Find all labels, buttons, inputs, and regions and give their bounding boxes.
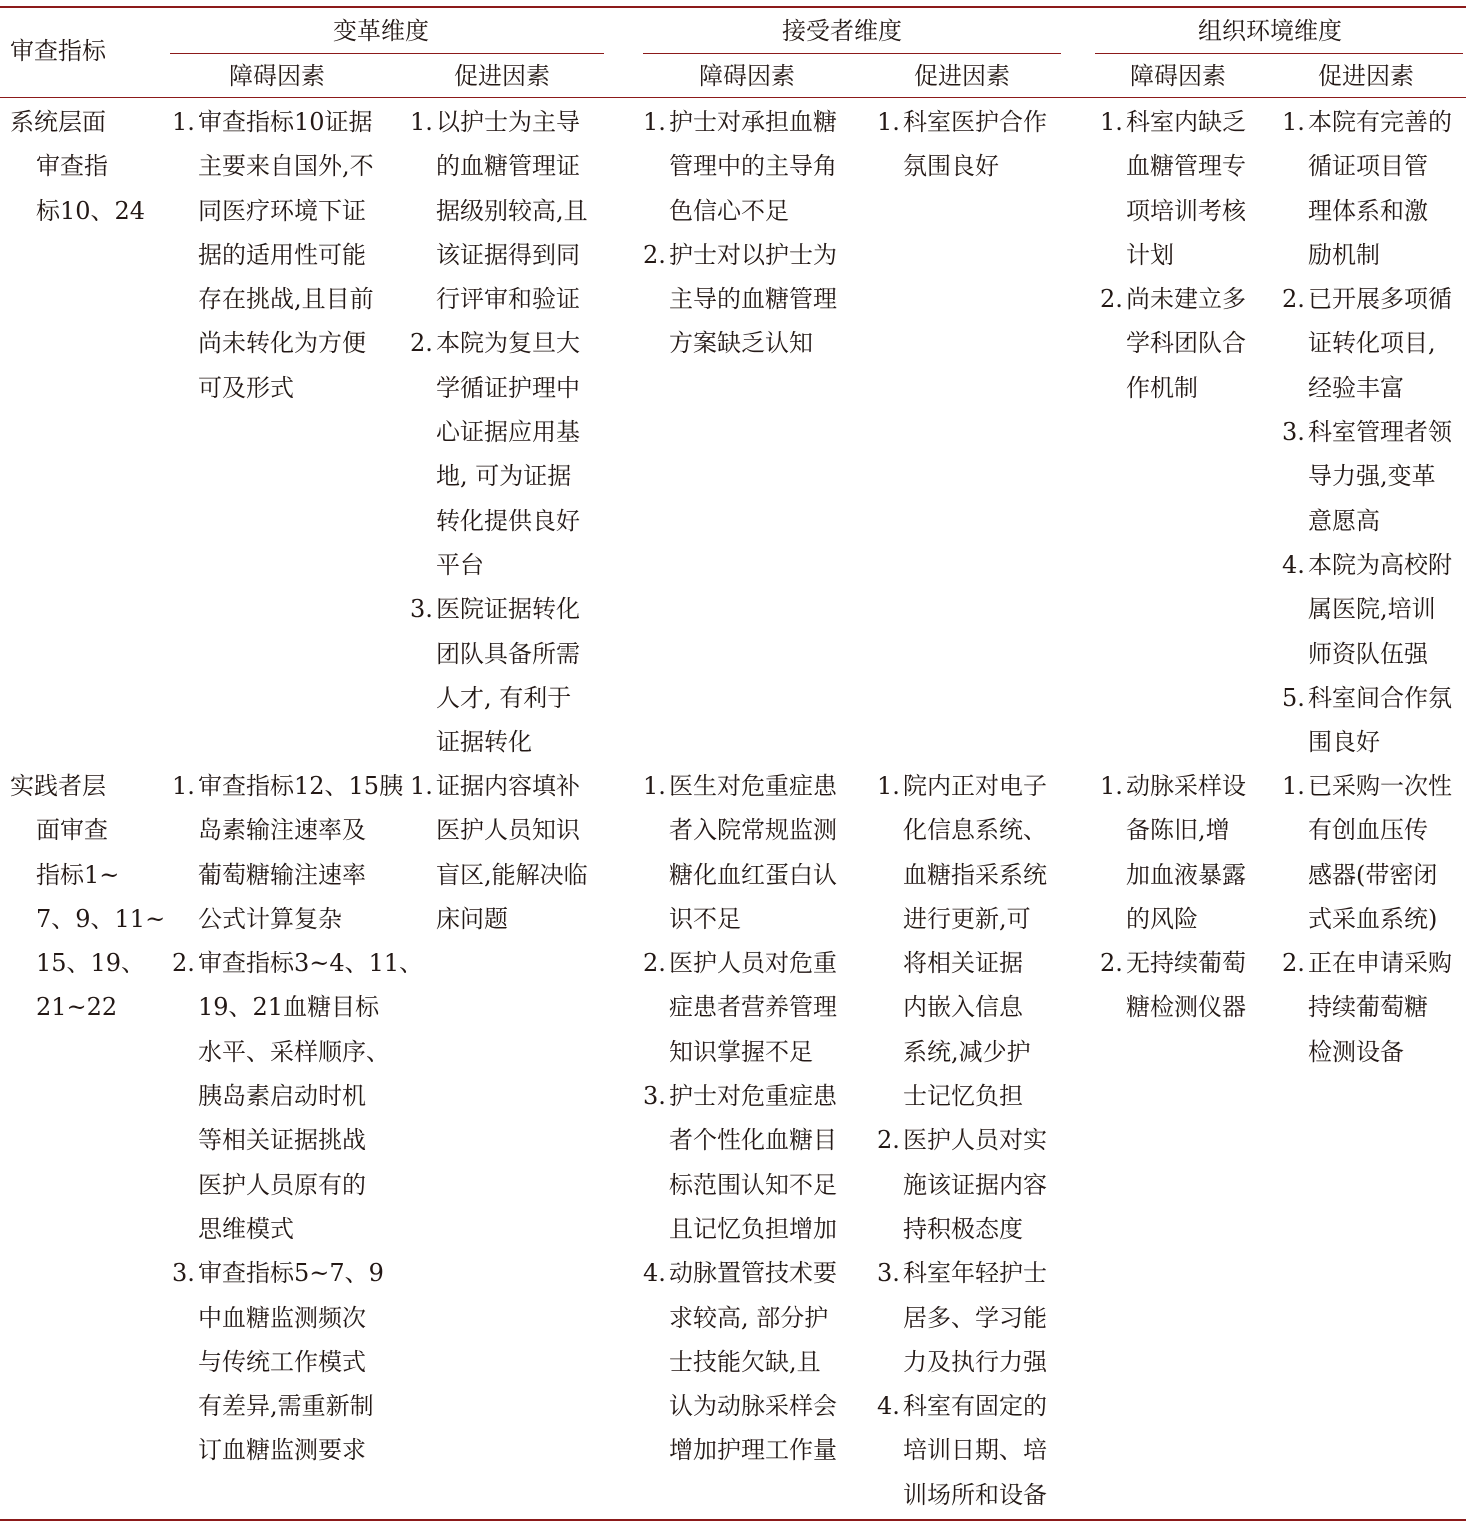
list-item — [643, 1251, 837, 1472]
item-text-line: 训场所和设备 — [903, 1480, 1047, 1509]
item-text-line: 理体系和激 — [1308, 196, 1428, 225]
cell-context-facilitator — [1282, 764, 1452, 1074]
item-text-line: 循证项目管 — [1308, 152, 1428, 181]
item-text-line: 科室医护合作 — [903, 108, 1047, 136]
item-text-line: 科室管理者领 — [1308, 418, 1452, 447]
list-item — [877, 764, 1047, 1118]
list-item — [1282, 941, 1452, 1074]
list-item — [1100, 277, 1246, 410]
item-text-line: 识不足 — [669, 904, 741, 933]
cell-recipient-facilitator — [877, 100, 1047, 189]
item-text-line: 中血糖监测频次 — [198, 1303, 366, 1332]
list-item — [1282, 543, 1452, 676]
item-text-line: 励机制 — [1308, 240, 1380, 269]
list-item — [643, 100, 837, 233]
facilitator-header-change: 促进因素 — [454, 62, 550, 90]
item-number: 2. — [643, 949, 666, 978]
barrier-header-recipient: 障碍因素 — [699, 62, 795, 90]
item-text-line: 进行更新,可 — [903, 904, 1031, 933]
item-text-line: 的血糖管理证 — [436, 152, 580, 181]
item-number: 3. — [643, 1082, 666, 1111]
list-item — [1100, 941, 1246, 1030]
row-label-line: 指标1~ — [36, 860, 120, 889]
item-text-line: 盲区,能解决临 — [436, 860, 588, 889]
item-text-line: 据级别较高,且 — [436, 196, 588, 225]
item-text-line: 士记忆负担 — [903, 1082, 1023, 1111]
item-text-line: 式采血系统) — [1308, 904, 1438, 933]
facilitator-header-recipient: 促进因素 — [914, 62, 1010, 90]
item-text-line: 尚未建立多 — [1126, 285, 1246, 314]
row-label-header: 审查指标 — [10, 37, 106, 65]
item-text-line: 血糖指采系统 — [903, 860, 1047, 889]
cell-recipient-barrier — [643, 764, 837, 1473]
item-number: 1. — [1100, 108, 1123, 136]
item-text-line: 增加护理工作量 — [669, 1436, 837, 1465]
item-text-line: 糖化血红蛋白认 — [669, 860, 837, 889]
item-text-line: 求较高, 部分护 — [669, 1303, 829, 1332]
item-text-line: 主要来自国外,不 — [198, 152, 374, 181]
list-item — [1282, 676, 1452, 765]
item-number: 1. — [410, 108, 433, 136]
item-text-line: 审查指标3~4、11、 — [198, 949, 424, 978]
item-text-line: 岛素输注速率及 — [198, 816, 366, 845]
row-label-line: 7、9、11~ — [36, 904, 166, 933]
item-text-line: 平台 — [436, 550, 484, 579]
dimension-rule-change — [170, 53, 604, 54]
item-number: 2. — [410, 329, 433, 358]
item-text-line: 内嵌入信息 — [903, 993, 1023, 1022]
item-text-line: 且记忆负担增加 — [669, 1214, 837, 1243]
item-text-line: 尚未转化为方便 — [198, 329, 366, 358]
facilitator-header-context: 促进因素 — [1318, 62, 1414, 90]
item-text-line: 有创血压传 — [1308, 816, 1428, 845]
item-text-line: 19、21血糖目标 — [198, 993, 380, 1022]
list-item — [877, 1384, 1047, 1517]
item-text-line: 医院证据转化 — [436, 595, 580, 624]
item-text-line: 氛围良好 — [903, 152, 999, 181]
item-number: 2. — [1100, 285, 1123, 314]
row-label-practitioner-level — [10, 764, 165, 1030]
item-number: 2. — [877, 1126, 900, 1155]
item-text-line: 团队具备所需 — [436, 639, 580, 668]
item-text-line: 已开展多项循 — [1308, 285, 1452, 314]
item-number: 5. — [1282, 683, 1305, 712]
list-item — [643, 941, 837, 1074]
list-item — [877, 1251, 1047, 1384]
item-text-line: 化信息系统、 — [903, 816, 1047, 845]
list-item — [643, 1074, 837, 1251]
item-text-line: 审查指标12、15胰 — [198, 772, 404, 800]
item-text-line: 动脉置管技术要 — [669, 1259, 837, 1288]
item-number: 2. — [172, 949, 195, 978]
item-text-line: 意愿高 — [1308, 506, 1380, 535]
item-number: 1. — [1100, 772, 1123, 800]
item-text-line: 订血糖监测要求 — [198, 1436, 366, 1465]
row-label-line: 15、19、 — [36, 949, 146, 978]
item-number: 2. — [1282, 285, 1305, 314]
item-text-line: 经验丰富 — [1308, 373, 1404, 402]
item-text-line: 公式计算复杂 — [198, 904, 342, 933]
item-text-line: 医护人员对实 — [903, 1126, 1047, 1155]
item-text-line: 居多、学习能 — [903, 1303, 1047, 1332]
item-text-line: 将相关证据 — [903, 949, 1023, 978]
item-number: 1. — [410, 772, 433, 800]
item-text-line: 医生对危重症患 — [669, 772, 837, 800]
item-text-line: 持续葡萄糖 — [1308, 993, 1428, 1022]
item-text-line: 可及形式 — [198, 373, 294, 402]
item-text-line: 已采购一次性 — [1308, 772, 1452, 800]
dimension-header-change: 变革维度 — [333, 17, 429, 45]
item-text-line: 的风险 — [1126, 904, 1198, 933]
item-number: 4. — [877, 1392, 900, 1421]
item-text-line: 医护人员原有的 — [198, 1170, 366, 1199]
list-item — [172, 100, 374, 410]
dimension-header-recipient: 接受者维度 — [782, 17, 902, 45]
item-text-line: 水平、采样顺序、 — [198, 1037, 390, 1066]
barrier-header-context: 障碍因素 — [1130, 62, 1226, 90]
item-text-line: 导力强,变革 — [1308, 462, 1436, 491]
item-text-line: 检测设备 — [1308, 1037, 1404, 1066]
item-text-line: 作机制 — [1126, 373, 1198, 402]
item-text-line: 存在挑战,且目前 — [198, 285, 374, 314]
item-number: 1. — [172, 772, 195, 800]
item-number: 3. — [410, 595, 433, 624]
item-text-line: 医护人员知识 — [436, 816, 580, 845]
list-item — [410, 587, 588, 764]
item-text-line: 以护士为主导 — [436, 108, 580, 136]
list-item — [172, 941, 423, 1251]
item-text-line: 该证据得到同 — [436, 240, 580, 269]
row-label-line: 面审查 — [36, 816, 108, 845]
item-number: 4. — [643, 1259, 666, 1288]
list-item — [410, 321, 588, 587]
row-label-line: 系统层面 — [10, 108, 106, 136]
cell-recipient-facilitator — [877, 764, 1047, 1517]
list-item — [877, 100, 1047, 189]
list-item — [1282, 100, 1452, 277]
item-text-line: 师资队伍强 — [1308, 639, 1428, 668]
row-label-line: 21~22 — [36, 993, 118, 1022]
item-text-line: 心证据应用基 — [436, 418, 580, 447]
item-number: 1. — [172, 108, 195, 136]
item-text-line: 本院为复旦大 — [436, 329, 580, 358]
item-text-line: 认为动脉采样会 — [669, 1392, 837, 1421]
row-label-line: 审查指 — [36, 152, 108, 181]
item-text-line: 等相关证据挑战 — [198, 1126, 366, 1155]
item-text-line: 士技能欠缺,且 — [669, 1347, 821, 1376]
item-text-line: 证据转化 — [436, 728, 532, 757]
item-text-line: 持积极态度 — [903, 1214, 1023, 1243]
cell-recipient-barrier — [643, 100, 837, 366]
item-number: 2. — [643, 240, 666, 269]
item-text-line: 感器(带密闭 — [1308, 860, 1438, 889]
item-text-line: 思维模式 — [198, 1214, 294, 1243]
barrier-header-change: 障碍因素 — [229, 62, 325, 90]
list-item — [1282, 764, 1452, 941]
item-number: 1. — [1282, 108, 1305, 136]
item-text-line: 系统,减少护 — [903, 1037, 1031, 1066]
dimension-rule-context — [1095, 53, 1463, 54]
list-item — [1282, 410, 1452, 543]
row-label-line: 实践者层 — [10, 772, 106, 800]
item-number: 3. — [172, 1259, 195, 1288]
item-text-line: 转化提供良好 — [436, 506, 580, 535]
row-label-line: 标10、24 — [36, 196, 146, 225]
cell-context-facilitator — [1282, 100, 1452, 764]
item-text-line: 方案缺乏认知 — [669, 329, 813, 358]
list-item — [643, 233, 837, 366]
item-text-line: 地, 可为证据 — [436, 462, 572, 491]
item-text-line: 行评审和验证 — [436, 285, 580, 314]
item-text-line: 有差异,需重新制 — [198, 1392, 374, 1421]
item-text-line: 无持续葡萄 — [1126, 949, 1246, 978]
item-number: 4. — [1282, 550, 1305, 579]
item-text-line: 知识掌握不足 — [669, 1037, 813, 1066]
item-number: 1. — [643, 772, 666, 800]
table-bottom-rule — [0, 1519, 1466, 1521]
item-number: 1. — [643, 108, 666, 136]
item-text-line: 主导的血糖管理 — [669, 285, 837, 314]
item-number: 2. — [1282, 949, 1305, 978]
item-text-line: 同医疗环境下证 — [198, 196, 366, 225]
row-label-system-level — [10, 100, 145, 233]
list-item — [172, 1251, 423, 1472]
item-text-line: 动脉采样设 — [1126, 772, 1246, 800]
item-text-line: 施该证据内容 — [903, 1170, 1047, 1199]
item-text-line: 症患者营养管理 — [669, 993, 837, 1022]
item-text-line: 胰岛素启动时机 — [198, 1082, 366, 1111]
item-text-line: 院内正对电子 — [903, 772, 1047, 800]
cell-change-barrier — [172, 764, 423, 1473]
item-text-line: 审查指标10证据 — [198, 108, 373, 136]
item-number: 3. — [1282, 418, 1305, 447]
item-text-line: 加血液暴露 — [1126, 860, 1246, 889]
table-top-rule — [0, 6, 1466, 8]
item-text-line: 护士对以护士为 — [669, 240, 837, 269]
item-text-line: 科室年轻护士 — [903, 1259, 1047, 1288]
item-text-line: 者入院常规监测 — [669, 816, 837, 845]
cell-context-barrier — [1100, 100, 1246, 410]
item-text-line: 科室内缺乏 — [1126, 108, 1246, 136]
item-text-line: 糖检测仪器 — [1126, 993, 1246, 1022]
item-text-line: 审查指标5~7、9 — [198, 1259, 384, 1288]
item-text-line: 计划 — [1126, 240, 1174, 269]
list-item — [1100, 100, 1246, 277]
cell-change-facilitator — [410, 100, 588, 764]
item-text-line: 葡萄糖输注速率 — [198, 860, 366, 889]
item-text-line: 血糖管理专 — [1126, 152, 1246, 181]
item-text-line: 培训日期、培 — [903, 1436, 1047, 1465]
list-item — [1100, 764, 1246, 941]
list-item — [172, 764, 423, 941]
item-text-line: 属医院,培训 — [1308, 595, 1436, 624]
item-text-line: 项培训考核 — [1126, 196, 1246, 225]
item-text-line: 学循证护理中 — [436, 373, 580, 402]
item-text-line: 护士对承担血糖 — [669, 108, 837, 136]
item-text-line: 学科团队合 — [1126, 329, 1246, 358]
item-text-line: 据的适用性可能 — [198, 240, 366, 269]
item-text-line: 围良好 — [1308, 728, 1380, 757]
list-item — [1282, 277, 1452, 410]
item-text-line: 色信心不足 — [669, 196, 789, 225]
dimension-rule-recipient — [643, 53, 1061, 54]
item-text-line: 科室间合作氛 — [1308, 683, 1452, 712]
item-text-line: 与传统工作模式 — [198, 1347, 366, 1376]
list-item — [410, 100, 588, 321]
item-text-line: 医护人员对危重 — [669, 949, 837, 978]
item-text-line: 护士对危重症患 — [669, 1082, 837, 1111]
item-text-line: 力及执行力强 — [903, 1347, 1047, 1376]
item-text-line: 科室有固定的 — [903, 1392, 1047, 1421]
item-text-line: 管理中的主导角 — [669, 152, 837, 181]
dimension-header-context: 组织环境维度 — [1198, 17, 1342, 45]
cell-change-barrier — [172, 100, 374, 410]
item-number: 3. — [877, 1259, 900, 1288]
item-text-line: 备陈旧,增 — [1126, 816, 1230, 845]
item-text-line: 正在申请采购 — [1308, 949, 1452, 978]
header-bottom-rule — [0, 97, 1466, 98]
list-item — [643, 764, 837, 941]
item-text-line: 本院为高校附 — [1308, 550, 1452, 579]
item-text-line: 者个性化血糖目 — [669, 1126, 837, 1155]
item-text-line: 证转化项目, — [1308, 329, 1436, 358]
item-number: 1. — [877, 772, 900, 800]
list-item — [410, 764, 588, 941]
item-number: 2. — [1100, 949, 1123, 978]
cell-context-barrier — [1100, 764, 1246, 1030]
item-text-line: 人才, 有利于 — [436, 683, 572, 712]
item-text-line: 本院有完善的 — [1308, 108, 1452, 136]
item-number: 1. — [877, 108, 900, 136]
item-text-line: 证据内容填补 — [436, 772, 580, 800]
cell-change-facilitator — [410, 764, 588, 941]
item-text-line: 标范围认知不足 — [669, 1170, 837, 1199]
item-text-line: 床问题 — [436, 904, 508, 933]
list-item — [877, 1118, 1047, 1251]
item-number: 1. — [1282, 772, 1305, 800]
